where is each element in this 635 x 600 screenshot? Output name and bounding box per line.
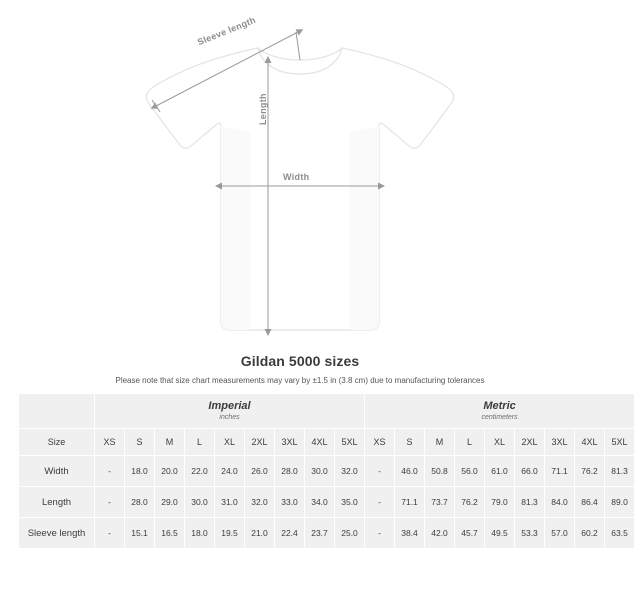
cell-imperial-xl: 31.0 [215,487,245,518]
sleeve-guide-tick [296,32,300,60]
cell-metric-l: 45.7 [455,518,485,549]
cell-metric-xs: - [365,518,395,549]
cell-imperial-5xl: 32.0 [335,456,365,487]
size-column-header: Size [19,429,95,456]
size-header-l: L [185,429,215,456]
size-header-xs: XS [95,429,125,456]
table-corner-cell [19,394,95,429]
cell-metric-3xl: 71.1 [545,456,575,487]
table-row [19,518,635,549]
cell-imperial-3xl: 22.4 [275,518,305,549]
size-header-4xl: 4XL [305,429,335,456]
table-size-header-row [19,429,635,456]
cell-metric-xl: 79.0 [485,487,515,518]
table-unit-header-row [19,394,635,429]
size-header-xl: XL [215,429,245,456]
cell-imperial-4xl: 23.7 [305,518,335,549]
unit-subtitle: inches [219,413,240,421]
cell-metric-3xl: 57.0 [545,518,575,549]
size-header-xl: XL [485,429,515,456]
unit-header-imperial [95,394,365,429]
sleeve-length-label: Sleeve length [196,14,258,48]
size-header-l: L [455,429,485,456]
cell-imperial-m: 20.0 [155,456,185,487]
cell-metric-4xl: 76.2 [575,456,605,487]
cell-metric-2xl: 81.3 [515,487,545,518]
size-header-5xl: 5XL [335,429,365,456]
cell-metric-5xl: 63.5 [605,518,635,549]
cell-metric-xl: 61.0 [485,456,515,487]
cell-metric-m: 42.0 [425,518,455,549]
cell-imperial-3xl: 28.0 [275,456,305,487]
cell-metric-s: 71.1 [395,487,425,518]
unit-subtitle: centimeters [481,413,518,421]
cell-imperial-4xl: 34.0 [305,487,335,518]
table-row [19,487,635,518]
cell-metric-l: 56.0 [455,456,485,487]
cell-imperial-s: 28.0 [125,487,155,518]
cell-metric-4xl: 86.4 [575,487,605,518]
cell-imperial-s: 15.1 [125,518,155,549]
shirt-shade-right [350,126,379,330]
cell-imperial-m: 16.5 [155,518,185,549]
row-header-length: Length [19,487,95,518]
unit-name: Metric [483,399,516,412]
cell-metric-m: 50.8 [425,456,455,487]
cell-metric-xl: 49.5 [485,518,515,549]
size-header-xs: XS [365,429,395,456]
row-header-width: Width [19,456,95,487]
cell-imperial-xl: 24.0 [215,456,245,487]
cell-imperial-3xl: 33.0 [275,487,305,518]
size-header-m: M [425,429,455,456]
size-header-5xl: 5XL [605,429,635,456]
size-header-2xl: 2XL [515,429,545,456]
length-label: Length [258,93,268,125]
cell-imperial-m: 29.0 [155,487,185,518]
size-table-wrapper [18,393,628,549]
cell-metric-5xl: 89.0 [605,487,635,518]
cell-metric-xs: - [365,487,395,518]
size-header-3xl: 3XL [545,429,575,456]
width-label: Width [283,172,310,182]
cell-metric-3xl: 84.0 [545,487,575,518]
cell-metric-4xl: 60.2 [575,518,605,549]
cell-metric-2xl: 66.0 [515,456,545,487]
title-block [0,353,600,385]
table-row [19,456,635,487]
cell-imperial-2xl: 26.0 [245,456,275,487]
cell-imperial-5xl: 35.0 [335,487,365,518]
cell-metric-m: 73.7 [425,487,455,518]
shirt-shade-left [221,126,250,330]
cell-metric-xs: - [365,456,395,487]
size-header-s: S [395,429,425,456]
cell-metric-s: 38.4 [395,518,425,549]
page-title: Gildan 5000 sizes [240,353,360,369]
cell-metric-s: 46.0 [395,456,425,487]
cell-imperial-xs: - [95,487,125,518]
cell-metric-5xl: 81.3 [605,456,635,487]
shirt-body [146,48,453,330]
cell-imperial-s: 18.0 [125,456,155,487]
unit-header-metric [365,394,635,429]
cell-imperial-l: 18.0 [185,518,215,549]
cell-imperial-5xl: 25.0 [335,518,365,549]
cell-imperial-2xl: 21.0 [245,518,275,549]
cell-metric-2xl: 53.3 [515,518,545,549]
cell-imperial-l: 22.0 [185,456,215,487]
size-header-2xl: 2XL [245,429,275,456]
unit-name: Imperial [208,399,251,412]
cell-metric-l: 76.2 [455,487,485,518]
cell-imperial-xl: 19.5 [215,518,245,549]
size-header-m: M [155,429,185,456]
cell-imperial-xs: - [95,456,125,487]
size-header-s: S [125,429,155,456]
size-table [18,393,635,549]
tolerance-note: Please note that size chart measurements may vary by ±1.5 in (3.8 cm) due to manufacturing tolerances [115,376,485,385]
cell-imperial-4xl: 30.0 [305,456,335,487]
cell-imperial-xs: - [95,518,125,549]
size-header-4xl: 4XL [575,429,605,456]
row-header-sleeve-length: Sleeve length [19,518,95,549]
size-header-3xl: 3XL [275,429,305,456]
cell-imperial-l: 30.0 [185,487,215,518]
cell-imperial-2xl: 32.0 [245,487,275,518]
